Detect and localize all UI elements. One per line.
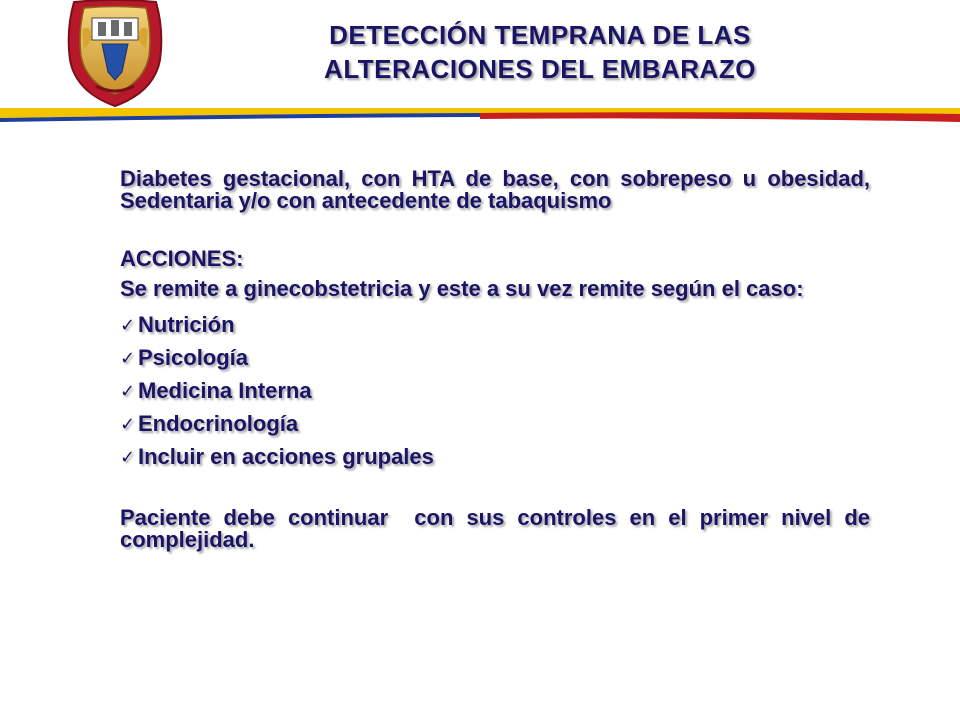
list-item-label: Incluir en acciones grupales — [138, 443, 434, 469]
list-item-label: Medicina Interna — [138, 377, 312, 403]
coat-of-arms-icon — [62, 0, 168, 108]
checkmark-icon: ✓ — [120, 446, 136, 467]
list-item-label: Psicología — [138, 344, 249, 370]
title-line-2: ALTERACIONES DEL EMBARAZO — [324, 54, 756, 84]
intro-paragraph: Diabetes gestacional, con HTA de base, con sobrepeso u obesidad, Sedentaria y/o con antecedente de tabaquismo — [120, 166, 870, 213]
checkmark-icon: ✓ — [120, 380, 136, 401]
list-item — [120, 374, 870, 407]
list-item-label: Nutrición — [138, 311, 235, 337]
list-item-label: Endocrinología — [138, 410, 299, 436]
closing-paragraph: Paciente debe continuar con sus controles en el primer nivel de complejidad. — [120, 505, 877, 552]
page-title — [240, 18, 840, 86]
list-item — [120, 308, 870, 341]
checkmark-icon: ✓ — [120, 347, 136, 368]
list-item — [120, 341, 870, 374]
slide-content — [120, 166, 877, 552]
remite-paragraph: Se remite a ginecobstetricia y este a su vez remite según el caso: — [120, 276, 804, 301]
tricolor-stripe — [0, 108, 960, 122]
checkmark-icon: ✓ — [120, 314, 136, 335]
checkmark-icon: ✓ — [120, 413, 136, 434]
list-item — [120, 440, 870, 473]
acciones-heading: ACCIONES: — [120, 246, 244, 271]
referral-list — [120, 308, 870, 473]
list-item — [120, 407, 870, 440]
title-line-1: DETECCIÓN TEMPRANA DE LAS — [329, 20, 751, 50]
